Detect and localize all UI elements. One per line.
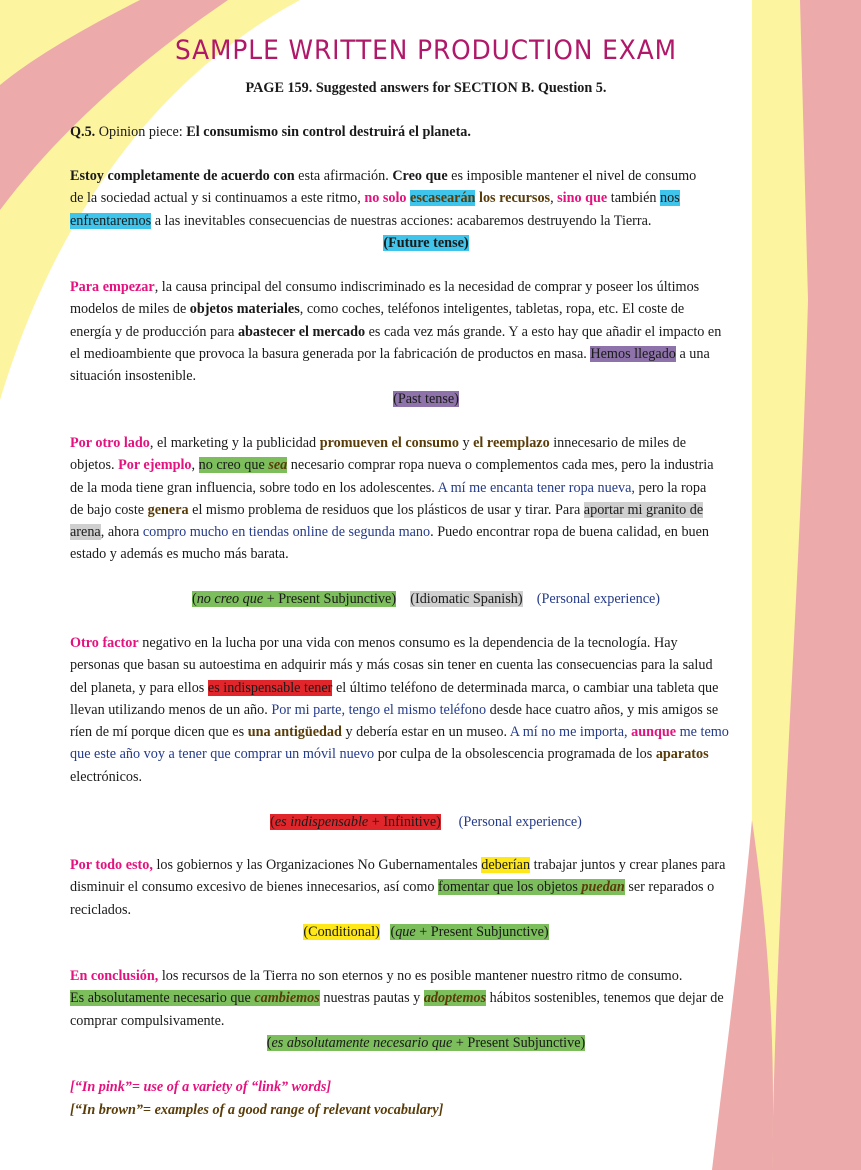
personal-experience-text: A mí me encanta tener ropa nueva,	[437, 479, 635, 496]
tag-text: + Present Subjunctive)	[415, 924, 549, 940]
link-word: no solo	[364, 190, 407, 207]
tags-paragraph-6	[70, 1032, 782, 1054]
grammar-tag	[192, 591, 396, 607]
tags-paragraph-4	[70, 811, 782, 833]
legend-pink-note: [“In pink”= use of a variety of “link” words]	[70, 1079, 332, 1095]
tag-text: + Infinitive)	[368, 814, 441, 830]
p3-text: , el marketing y la publicidad	[149, 435, 320, 451]
p2-text: es cada vez más grande. Y a esto hay que añadir el impacto en	[365, 323, 722, 340]
subjunctive-verb: adoptemos	[423, 990, 487, 1007]
link-word: Por otro lado	[70, 435, 150, 451]
vocabulary-word: abastecer el mercado	[237, 323, 366, 340]
p4-text: personas que basan su autoestima en adquirir más y más cosas sin tener en cuenta las consecuencias para la salud	[70, 657, 713, 674]
subjunctive-verb: cambiemos	[254, 990, 320, 1007]
conditional-highlight: deberían	[481, 857, 531, 873]
tag-text: es absolutamente necesario que	[271, 1035, 453, 1051]
page-subtitle: PAGE 159. Suggested answers for SECTION B. Question 5.	[245, 80, 607, 96]
vocabulary-word: objetos materiales	[189, 301, 300, 318]
paragraph-1	[70, 165, 782, 232]
vocabulary-word: promueven el consumo	[319, 435, 459, 451]
link-word: En conclusión,	[70, 968, 159, 984]
p5-text: trabajar juntos y crear planes para	[530, 857, 726, 873]
p3-text: innecesario de miles de	[549, 435, 686, 451]
personal-experience-tag: (Personal experience)	[536, 591, 661, 607]
grammar-tag	[267, 1035, 586, 1051]
paragraph-5	[70, 854, 782, 921]
vocabulary-word: los recursos	[479, 190, 551, 207]
p5-text: reciclados.	[70, 901, 132, 918]
question-prefix: Opinion piece:	[98, 124, 183, 140]
paragraph-4	[70, 632, 782, 788]
tag-text: no creo que	[196, 591, 264, 607]
p1-text: a las inevitables consecuencias de nuestras acciones: acabaremos destruyendo la Tierra.	[151, 212, 652, 229]
p4-text: electrónicos.	[70, 768, 143, 785]
tags-paragraph-5	[70, 921, 782, 943]
subjunctive-highlight	[424, 990, 486, 1006]
personal-experience-text: A mí no me importa,	[509, 724, 628, 741]
p3-text: estado y además es mucho más barata.	[70, 546, 289, 563]
idiom-highlight: aportar mi granito de	[583, 501, 704, 518]
p4-text: del planeta, y para ellos	[70, 679, 208, 696]
p3-text: de la moda tiene gran influencia, sobre todo en los adolescentes.	[70, 479, 438, 496]
p6-text: nuestras pautas y	[319, 990, 424, 1007]
p6-text: Es absolutamente necesario que	[70, 990, 255, 1007]
p6-text: hábitos sostenibles, tenemos que dejar de	[486, 990, 724, 1007]
p4-text: ríen de mí porque dicen que es	[70, 724, 248, 741]
p5-text: los gobiernos y las Organizaciones No Gubernamentales	[152, 857, 482, 873]
grammar-tag: (Future tense)	[383, 235, 469, 251]
future-verb-highlight: enfrentaremos	[70, 212, 152, 229]
future-verb-highlight: nos	[660, 190, 680, 207]
link-word: Por todo esto,	[70, 857, 153, 873]
p1-phrase: Creo que	[392, 168, 448, 184]
p4-text: el último teléfono de determinada marca, o cambiar una tableta que	[332, 679, 719, 696]
p6-text: los recursos de la Tierra no son eternos y no es posible mantener nuestro ritmo de consumo.	[158, 968, 683, 984]
p2-text: el medioambiente que provoca la basura generada por la fabricación de productos en masa.	[70, 345, 591, 362]
p4-text: negativo en la lucha por una vida con menos consumo es la dependencia de la tecnología. Hay	[138, 635, 678, 651]
future-verb-highlight: escasearán	[410, 190, 476, 207]
tags-paragraph-3	[70, 588, 782, 610]
subjunctive-highlight	[438, 879, 625, 895]
link-word: Por ejemplo	[118, 457, 192, 474]
p2-text: , como coches, teléfonos inteligentes, tabletas, ropa, etc. El coste de	[299, 301, 685, 318]
tag-past-tense	[70, 388, 782, 410]
tag-text: (	[270, 814, 275, 830]
p1-text: de la sociedad actual y si continuamos a este ritmo,	[70, 190, 365, 207]
p1-text: es imposible mantener el nivel de consumo	[447, 168, 697, 184]
subjunctive-verb: puedan	[581, 879, 625, 896]
p1-text: esta afirmación.	[294, 168, 393, 184]
past-tense-highlight: Hemos llegado	[590, 345, 676, 362]
tag-text: (	[191, 591, 197, 607]
personal-experience-text: me temo	[676, 724, 729, 741]
tag-text: que	[395, 924, 416, 940]
page-title: SAMPLE WRITTEN PRODUCTION EXAM	[174, 35, 678, 66]
p4-text: por culpa de la obsolescencia programada de los	[374, 746, 656, 763]
link-word: Para empezar	[70, 279, 155, 295]
p2-text: a una	[675, 345, 710, 362]
conditional-tag: (Conditional)	[303, 924, 380, 940]
tag-future-tense	[70, 232, 782, 254]
idiom-highlight: arena	[70, 524, 101, 541]
p3-text: y	[458, 435, 474, 451]
question-statement: El consumismo sin control destruirá el planeta.	[186, 124, 471, 140]
p1-text: ,	[550, 190, 558, 207]
p3-text: de bajo coste	[70, 501, 148, 518]
p6-text: comprar compulsivamente.	[70, 1012, 225, 1029]
p4-text: y debería estar en un museo.	[341, 724, 510, 741]
subjunctive-verb: sea	[268, 457, 288, 474]
personal-experience-text: Por mi parte, tengo el mismo teléfono	[271, 701, 487, 718]
p3-text: objetos.	[70, 457, 119, 474]
vocabulary-word: el reemplazo	[473, 435, 550, 451]
paragraph-2	[70, 276, 782, 387]
p3-text: no creo que	[198, 457, 269, 474]
personal-experience-tag: (Personal experience)	[458, 814, 582, 830]
question-label: Q.5.	[70, 124, 96, 140]
tag-text: es indispensable	[274, 814, 369, 830]
grammar-tag	[270, 814, 441, 830]
vocabulary-word: genera	[147, 501, 189, 518]
p5-text: ser reparados o	[624, 879, 715, 896]
personal-experience-text: compro mucho en tiendas online de segunda mano	[142, 524, 431, 541]
link-word: Otro factor	[70, 635, 139, 651]
tag-text: + Present Subjunctive)	[263, 591, 397, 607]
tag-text: (	[390, 924, 396, 940]
p2-text: , la causa principal del consumo indiscriminado es la necesidad de comprar y poseer los últimos	[154, 279, 700, 295]
grammar-tag: (Past tense)	[393, 391, 459, 407]
grammar-tag	[390, 924, 548, 940]
p1-phrase: Estoy completamente de acuerdo con	[70, 168, 295, 184]
subjunctive-highlight	[199, 457, 288, 473]
p4-text: desde hace cuatro años, y mis amigos se	[486, 701, 719, 718]
paragraph-3	[70, 432, 782, 566]
link-word: aunque	[627, 724, 677, 741]
vocabulary-word: aparatos	[655, 746, 709, 763]
p3-text: pero la ropa	[634, 479, 707, 496]
p3-text: ,	[191, 457, 199, 474]
p2-text: modelos de miles de	[70, 301, 190, 318]
paragraph-6	[70, 965, 782, 1032]
tag-text: (	[266, 1035, 272, 1051]
subjunctive-highlight	[70, 990, 320, 1006]
p3-text: , ahora	[100, 524, 143, 541]
p3-text: . Puedo encontrar ropa de buena calidad, en buen	[430, 524, 710, 541]
p2-text: situación insostenible.	[70, 368, 197, 385]
p2-text: energía y de producción para	[70, 323, 238, 340]
vocabulary-word: una antigüedad	[247, 724, 342, 741]
link-word: sino que	[557, 190, 608, 207]
p1-text: también	[607, 190, 661, 207]
tag-text: + Present Subjunctive)	[452, 1035, 586, 1051]
p4-text: llevan utilizando menos de un año.	[70, 701, 272, 718]
idiom-tag: (Idiomatic Spanish)	[410, 591, 523, 607]
p3-text: el mismo problema de residuos que los plásticos de usar y tirar. Para	[188, 501, 584, 518]
personal-experience-text: que este año voy a tener que comprar un móvil nuevo	[70, 746, 375, 763]
infinitive-highlight: es indispensable tener	[207, 679, 333, 696]
p3-text: necesario comprar ropa nueva o complementos cada mes, pero la industria	[287, 457, 714, 474]
question-line	[70, 121, 782, 143]
p5-text: fomentar que los objetos	[438, 879, 582, 896]
p5-text: disminuir el consumo excesivo de bienes innecesarios, así como	[70, 879, 438, 896]
legend-brown-note: [“In brown”= examples of a good range of relevant vocabulary]	[70, 1102, 444, 1118]
